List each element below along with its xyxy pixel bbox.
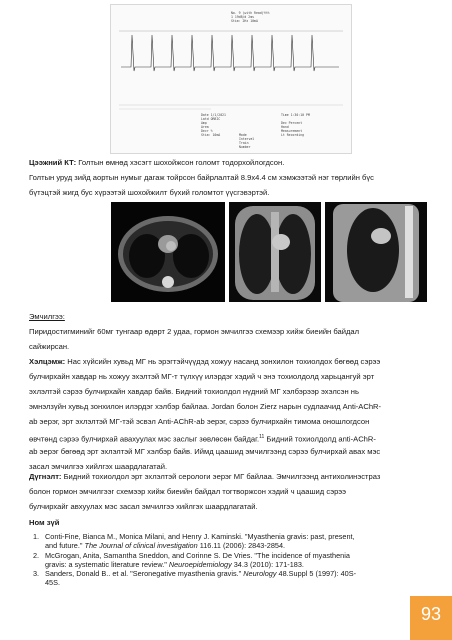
- ct-caption-prefix: Цээжний КТ:: [29, 158, 77, 167]
- reference-journal: Neuroepidemiology: [168, 559, 232, 569]
- reference-text: gravis: a systematic literature review.": [45, 559, 169, 569]
- ct-coronal-scan: [229, 202, 321, 302]
- emg-header-line: No. 9 (with Read)%%%: [231, 11, 270, 15]
- emg-side-label: Area: [201, 125, 209, 129]
- emg-side-label: Interval: [239, 137, 255, 141]
- emg-side-label: Amp: [201, 121, 207, 125]
- reference-number: 2.: [33, 550, 40, 560]
- treatment-line1: Пиридостигминийг 60мг тунгаар өдөрт 2 удаа, гормон эмчилгээ схемээр хийж биеийн байдал: [29, 327, 360, 336]
- reference-item: [29, 569, 424, 588]
- ct-coronal-image: [229, 202, 321, 302]
- discussion-line2: булчирхайн хавдар нь хожуу эхэлтэй МГ-т түлхүү илэрдэг хэдий ч энэ тохиолдолд харьцангуй эрт: [29, 372, 375, 381]
- emg-side-value: Measurement: [281, 129, 303, 133]
- discussion-line8: засал эмчилгээ хийлгэх шаардлагатай.: [29, 462, 168, 471]
- citation-superscript: 11: [259, 434, 265, 440]
- discussion-line7: ab эерэг бөгөөд эрт эхлэлтэй МГ хэлбэр байв. Иймд цаашид эмчилгээнд сэрээ булчирхай авах мэс: [29, 447, 381, 456]
- emg-side-label: Mode: [239, 133, 247, 137]
- emg-header-line: 1 19dB/d 2ms: [231, 15, 255, 19]
- discussion-line3: эхлэлтэй сэрээ булчирхайн хавдар байв. Бидний тохиолдол нүдний МГ хэлбэрээр эхэлсэн нь: [29, 387, 359, 396]
- emg-side-label: Decr %: [201, 129, 213, 133]
- ct-sagittal-image: [325, 202, 427, 302]
- treatment-heading: Эмчилгээ:: [29, 312, 65, 321]
- emg-side-value: Lt Recording: [281, 133, 305, 137]
- reference-item: [29, 532, 424, 551]
- emg-side-label: Stim: 10mA: [201, 133, 221, 137]
- emg-side-label: Number: [239, 145, 251, 149]
- reference-journal: Neurology: [243, 569, 277, 579]
- conclusion-line2: болон гормон эмчилгээг схемээр хийж биеийн байдал тогтворжсон хэдий ч цаашид сэрээ: [29, 487, 347, 496]
- emg-side-label: Date 1/1/2021: [201, 113, 226, 117]
- ct-caption-line3: бүтэцтэй жигд бус хүрээтэй шохойжилт бүхий голомтот үүсгэвэртэй.: [29, 188, 270, 197]
- discussion-line4: эмнэлзүйн хувьд зонхилон илэрдэг хэлбэр байлаа. Jordan болон Zierz нарын судлаачид Anti-AChR-: [29, 402, 382, 411]
- discussion-line1: [29, 357, 380, 367]
- conclusion-line1: [29, 472, 380, 482]
- ct-sagittal-scan: [325, 202, 427, 302]
- conclusion-line1-text: Бидний тохиолдол эрт эхлэлтэй серологи эерэг МГ байлаа. Эмчилгээнд антихолинэстраз: [61, 472, 381, 481]
- reference-text: 45S.: [45, 578, 61, 588]
- ct-axial-image: [111, 202, 225, 302]
- reference-text: Conti-Fine, Bianca M., Monica Milani, and Henry J. Kaminski. "Myasthenia gravis: past, present,: [45, 532, 355, 541]
- reference-text: Sanders, Donald B.. et al. "Seronegative myasthenia gravis.": [45, 569, 244, 579]
- treatment-line2: сайжирсан.: [29, 342, 70, 351]
- reference-journal: The Journal of clinical investigation: [84, 541, 198, 551]
- reference-text: 34.3 (2010): 171-183.: [231, 559, 304, 569]
- emg-side-value: Time 1:30:10 PM: [281, 113, 310, 117]
- discussion-line6-pre: өвчтөнд сэрээ булчирхай авахуулах мэс заслыг зөвлөсөн байдаг.: [29, 434, 260, 444]
- emg-side-label: Latd ORBIC: [201, 117, 221, 121]
- discussion-heading: Хэлцэмж:: [29, 357, 66, 366]
- reference-text: McGrogan, Anita, Samantha Sneddon, and Corinne S. De Vries. "The incidence of myasthenia: [45, 550, 350, 560]
- emg-side-value: Dec Percent: [281, 121, 303, 125]
- ct-caption-text: Голтын өмнөд хэсэгт шохойжсон голомт тодорхойлогдсон.: [76, 158, 285, 167]
- ct-caption-line: [29, 158, 284, 168]
- reference-number: 3.: [33, 569, 40, 579]
- reference-text: 48.Suppl 5 (1997): 40S-: [276, 569, 357, 579]
- ct-axial-scan: [111, 202, 225, 302]
- reference-text: 116.11 (2006): 2843-2854.: [197, 541, 286, 551]
- discussion-line6-post: Бидний тохиолдолд anti-AChR-: [264, 434, 376, 444]
- ct-caption-line2: Голтын уруд зийд аортын нумыг дагаж тойрсон байрлалтай 8.9х4.4 см хэмжээтэй нэг төрлийн бүс: [29, 173, 374, 182]
- page-number: 93: [420, 604, 442, 624]
- reference-item: [29, 551, 424, 570]
- reference-number: 1.: [33, 532, 40, 541]
- emg-side-label: Train: [239, 141, 249, 145]
- discussion-line1-text: Нас хүйсийн хувьд МГ нь эрэгтэйчүүдэд хожуу насанд зонхилон тохиолдох бөгөөд сэрээ: [65, 357, 381, 366]
- discussion-line5: ab эерэг, эрт эхлэлтэй МГ-тэй эсвэл Anti-AChR-ab эерэг, сэрээ булчирхайн тимома оношлогдсон: [29, 417, 370, 426]
- conclusion-heading: Дүгнэлт:: [29, 472, 62, 481]
- emg-figure: [110, 4, 352, 154]
- emg-side-value: Hand: [281, 125, 289, 129]
- conclusion-line3: булчирхайг авхуулах мэс засал эмчилгээ хийлгэх шаардлагатай.: [29, 502, 258, 511]
- references-list: [29, 532, 424, 588]
- emg-header-line: Stim: 2Hz 10mA: [231, 19, 258, 23]
- page-number-box: [410, 596, 452, 640]
- emg-trace: [111, 5, 351, 153]
- references-heading: Ном зүй: [29, 518, 60, 527]
- discussion-line6: [29, 432, 376, 445]
- reference-text: and future.": [45, 541, 85, 551]
